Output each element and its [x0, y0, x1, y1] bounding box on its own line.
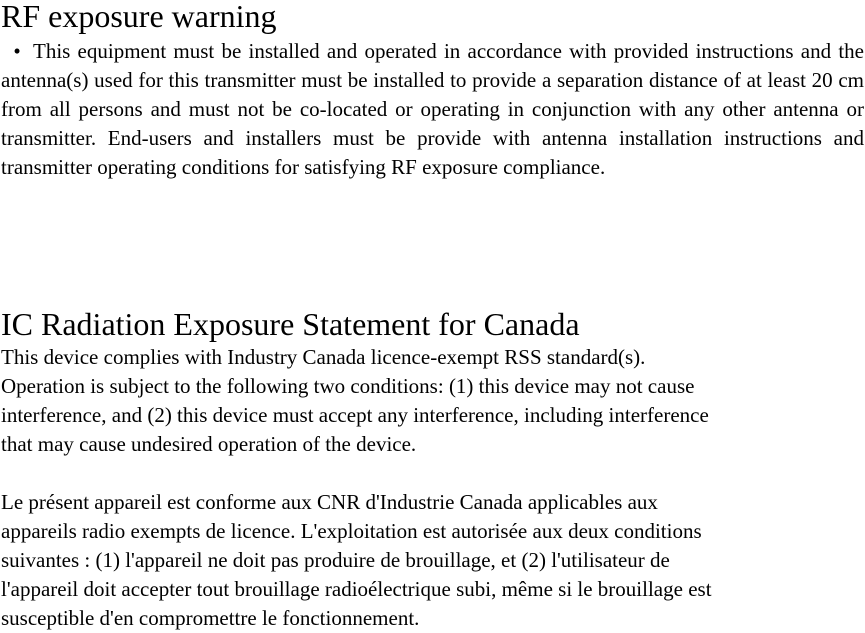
ic-english-line: This device complies with Industry Canada licence-exempt RSS standard(s). — [1, 345, 646, 369]
ic-french-line: suivantes : (1) l'appareil ne doit pas produire de brouillage, et (2) l'utilisateur de — [1, 548, 670, 572]
ic-english-line: interference, and (2) this device must accept any interference, including interference — [1, 403, 709, 427]
ic-english-line: Operation is subject to the following two conditions: (1) this device may not cause — [1, 374, 695, 398]
ic-french-line: susceptible d'en compromettre le fonctionnement. — [1, 606, 420, 630]
rf-exposure-text: This equipment must be installed and operated in accordance with provided instructions and the antenna(s) used for this transmitter must be installed to provide a separation distance of at least 20 cm from all persons and must not be co-located or operating in conjunction with any other antenna or transmitter. End-users and installers must be provide with antenna installation instructions and transmitter operating conditions for satisfying RF exposure compliance. — [1, 39, 864, 179]
ic-french-line: Le présent appareil est conforme aux CNR d'Industrie Canada applicables aux — [1, 490, 658, 514]
ic-french-paragraph — [1, 488, 712, 633]
ic-english-line: that may cause undesired operation of the device. — [1, 432, 417, 456]
ic-statement-heading: IC Radiation Exposure Statement for Canada — [1, 306, 580, 342]
ic-french-line: appareils radio exempts de licence. L'exploitation est autorisée aux deux conditions — [1, 519, 702, 543]
ic-french-line: l'appareil doit accepter tout brouillage radioélectrique subi, même si le brouillage est — [1, 577, 712, 601]
ic-english-paragraph — [1, 343, 709, 459]
rf-exposure-paragraph — [1, 37, 864, 182]
rf-exposure-heading: RF exposure warning — [1, 0, 277, 34]
bullet-icon: • — [13, 39, 21, 63]
